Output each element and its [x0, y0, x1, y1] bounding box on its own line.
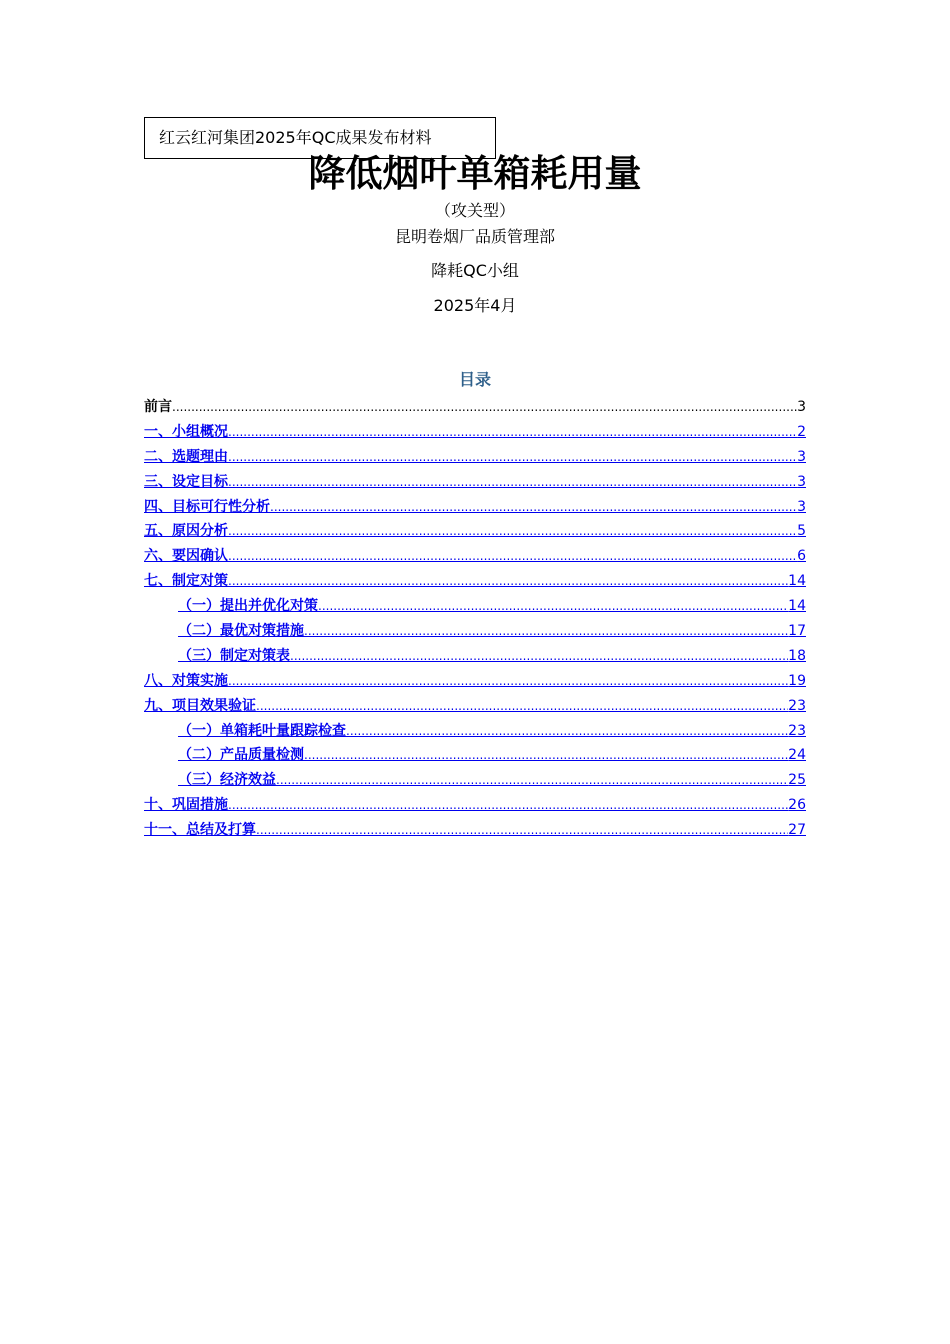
toc-dot-leader [270, 500, 797, 514]
toc-dot-leader [256, 699, 788, 713]
toc-entry-label: 四、目标可行性分析 [144, 498, 270, 515]
toc-entry-summary-plan[interactable] [144, 819, 806, 844]
toc-page-number: 3 [797, 448, 806, 465]
toc-page-number: 24 [788, 747, 806, 764]
toc-page-number: 25 [788, 772, 806, 789]
team-name: 降耗QC小组 [431, 261, 519, 280]
toc-entry-key-cause[interactable] [144, 545, 806, 570]
project-type: （攻关型） [434, 201, 515, 220]
toc-page-number: 17 [788, 623, 806, 640]
toc-entry-label: 八、对策实施 [144, 672, 228, 689]
toc-subentry-propose-optimize[interactable] [144, 595, 806, 620]
toc-subentry-economic-benefit[interactable] [144, 769, 806, 794]
toc-dot-leader [228, 549, 797, 563]
toc-entry-label: （一）提出并优化对策 [178, 598, 318, 615]
toc-dot-leader [228, 798, 788, 812]
toc-entry-label: （三）制定对策表 [178, 647, 290, 664]
toc-entry-label: 六、要因确认 [144, 548, 228, 565]
toc-entry-label: 十一、总结及打算 [144, 822, 256, 839]
toc-entry-consolidation[interactable] [144, 794, 806, 819]
toc-entry-team-overview[interactable] [144, 421, 806, 446]
document-date: 2025年4月 [433, 296, 517, 315]
toc-dot-leader [318, 599, 788, 613]
toc-entry-label: 一、小组概况 [144, 423, 228, 440]
toc-page-number: 14 [788, 573, 806, 590]
toc-entry-preface[interactable] [144, 396, 806, 421]
toc-dot-leader [228, 674, 788, 688]
toc-page-number: 14 [788, 598, 806, 615]
toc-entry-label: 三、设定目标 [144, 473, 228, 490]
toc-dot-leader [304, 748, 788, 762]
toc-page-number: 3 [797, 399, 806, 415]
table-of-contents [144, 396, 806, 844]
toc-dot-leader [228, 475, 797, 489]
toc-dot-leader [346, 724, 788, 738]
toc-entry-label: 五、原因分析 [144, 523, 228, 540]
toc-heading: 目录 [458, 370, 491, 389]
toc-entry-label: （二）产品质量检测 [178, 747, 304, 764]
publication-header-box: 红云红河集团2025年QC成果发布材料 [144, 117, 496, 159]
toc-page-number: 26 [788, 797, 806, 814]
toc-page-number: 23 [788, 697, 806, 714]
toc-dot-leader [228, 425, 797, 439]
toc-entry-label: （三）经济效益 [178, 772, 276, 789]
toc-dot-leader [276, 773, 788, 787]
toc-entry-countermeasures[interactable] [144, 570, 806, 595]
toc-entry-label: 九、项目效果验证 [144, 697, 256, 714]
toc-entry-label: （一）单箱耗叶量跟踪检查 [178, 722, 346, 739]
toc-entry-label: 七、制定对策 [144, 573, 228, 590]
document-title: 降低烟叶单箱耗用量 [308, 152, 642, 195]
toc-entry-label: 前言 [144, 399, 172, 415]
toc-page-number: 18 [788, 647, 806, 664]
toc-page-number: 5 [797, 523, 806, 540]
toc-entry-effect-verification[interactable] [144, 695, 806, 720]
toc-dot-leader [290, 649, 788, 663]
toc-dot-leader [304, 624, 788, 638]
toc-page-number: 27 [788, 822, 806, 839]
toc-dot-leader [228, 450, 797, 464]
toc-dot-leader [228, 574, 788, 588]
toc-entry-label: （二）最优对策措施 [178, 623, 304, 640]
toc-page-number: 19 [788, 672, 806, 689]
toc-entry-label: 二、选题理由 [144, 448, 228, 465]
toc-entry-implementation[interactable] [144, 670, 806, 695]
toc-page-number: 2 [797, 423, 806, 440]
toc-entry-set-target[interactable] [144, 471, 806, 496]
toc-page-number: 3 [797, 473, 806, 490]
toc-dot-leader [228, 524, 797, 538]
toc-subentry-leaf-tracking[interactable] [144, 720, 806, 745]
toc-page-number: 6 [797, 548, 806, 565]
toc-entry-topic-reason[interactable] [144, 446, 806, 471]
toc-entry-cause-analysis[interactable] [144, 520, 806, 545]
toc-dot-leader [256, 823, 788, 837]
toc-dot-leader [172, 400, 797, 414]
organization-name: 昆明卷烟厂品质管理部 [394, 227, 555, 246]
toc-subentry-best-measures[interactable] [144, 620, 806, 645]
toc-page-number: 3 [797, 498, 806, 515]
toc-subentry-quality-inspection[interactable] [144, 744, 806, 769]
toc-entry-label: 十、巩固措施 [144, 797, 228, 814]
toc-page-number: 23 [788, 722, 806, 739]
toc-entry-feasibility[interactable] [144, 496, 806, 521]
toc-subentry-measure-table[interactable] [144, 645, 806, 670]
